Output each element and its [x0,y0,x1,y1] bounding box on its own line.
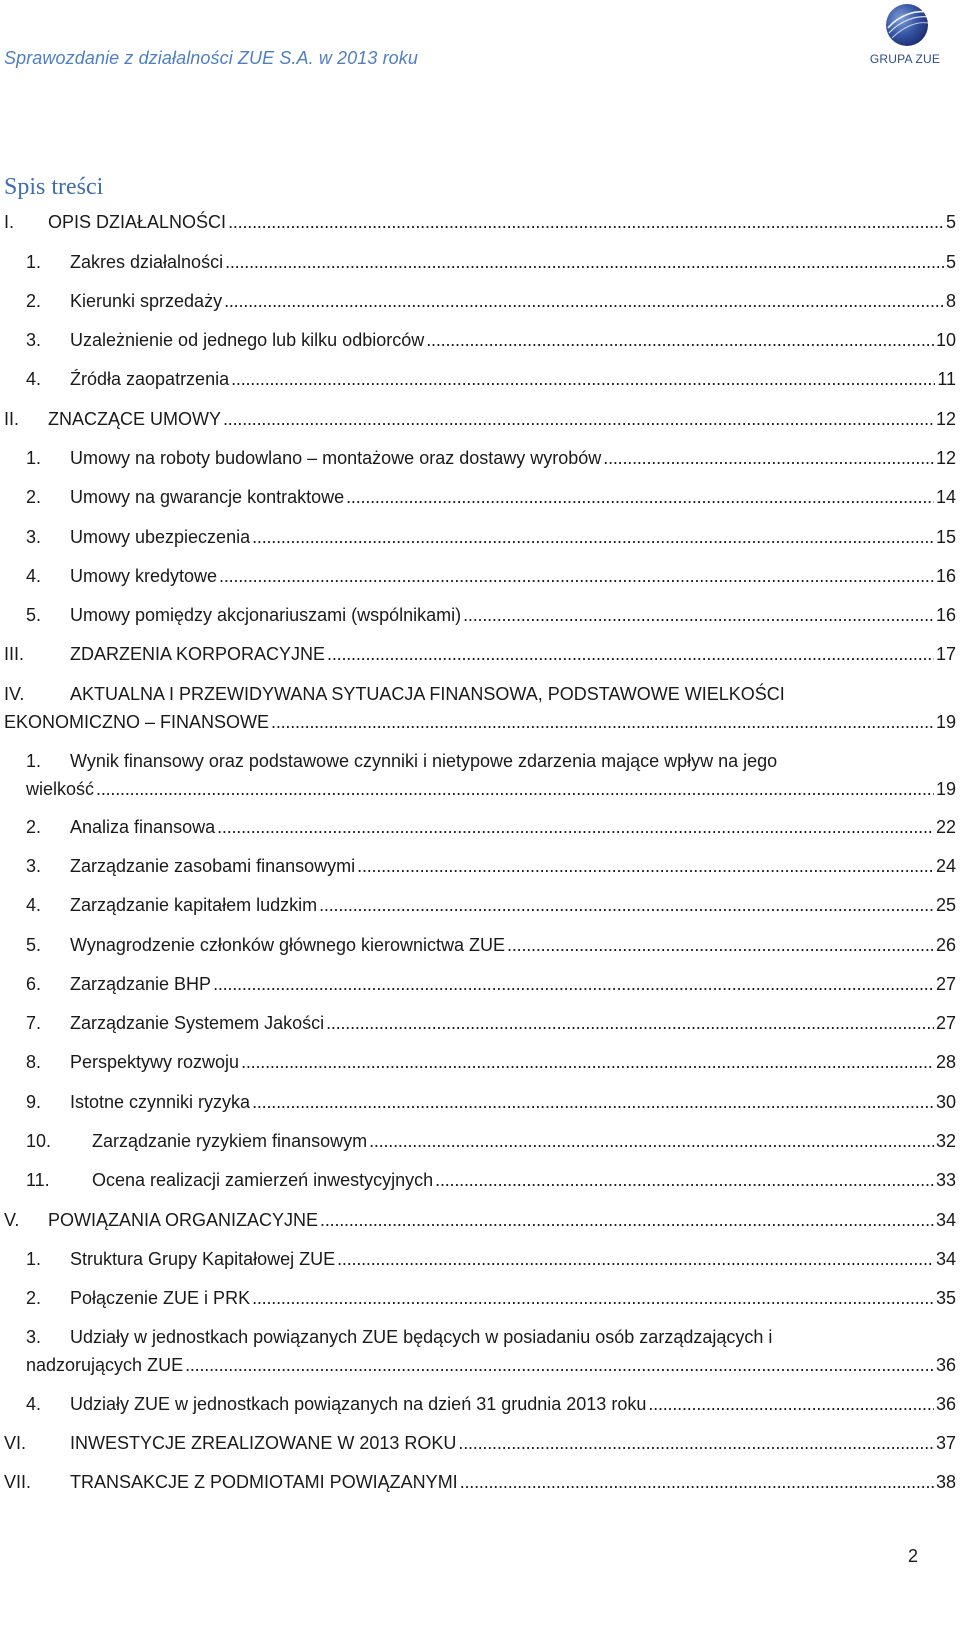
toc-entry-number: V. [4,1210,20,1230]
toc-entry-number: 3. [26,856,42,876]
toc-entry-number: II. [4,409,20,429]
toc-entry-page: 16 [935,566,956,586]
document-title: Sprawozdanie z działalności ZUE S.A. w 2013 roku [4,48,419,68]
dot-leader [223,405,934,433]
toc-heading: Spis treści [4,174,104,200]
toc-entry-label: OPIS DZIAŁALNOŚCI [48,212,227,232]
toc-entry-page: 12 [935,448,956,468]
toc-entry-page: 19 [935,712,956,732]
dot-leader [217,813,934,841]
toc-entry-page: 10 [935,330,956,350]
toc-entry-label: Udziały w jednostkach powiązanych ZUE będących w posiadaniu osób zarządzających i [70,1327,773,1347]
toc-entry-number: 2. [26,487,42,507]
dot-leader [252,523,934,551]
toc-entry-page: 27 [935,1013,956,1033]
toc-entry-page: 38 [935,1472,956,1492]
toc-entry-label: Analiza finansowa [70,817,216,837]
toc-entry-page: 14 [935,487,956,507]
toc-entry-number: 1. [26,751,42,771]
toc-entry-label: Wynagrodzenie członków głównego kierownictwa ZUE [70,935,506,955]
dot-leader [463,601,934,629]
dot-leader [458,1429,934,1457]
toc-entry-label: AKTUALNA I PRZEWIDYWANA SYTUACJA FINANSOWA, PODSTAWOWE WIELKOŚCI [70,684,785,704]
toc-entry-number: 3. [26,330,42,350]
toc-entry-number: 2. [26,817,42,837]
toc-entry-number: 4. [26,566,42,586]
toc-entry-page: 36 [935,1355,956,1375]
dot-leader [96,775,934,803]
toc-entry-number: 8. [26,1052,42,1072]
toc-entry-number: 3. [26,1327,42,1347]
toc-entry-number: VI. [4,1433,27,1453]
toc-entry-number: 11. [26,1170,50,1190]
dot-leader [326,1009,934,1037]
toc-entry-page: 22 [935,817,956,837]
toc-entry-label: Umowy ubezpieczenia [70,527,251,547]
dot-leader [320,1206,934,1234]
toc-entry-number: 5. [26,605,42,625]
toc-entry-label-continued: nadzorujących ZUE [26,1355,184,1375]
dot-leader [327,640,934,668]
toc-entry-page: 27 [935,974,956,994]
dot-leader [219,562,934,590]
toc-entry-label: Zarządzanie ryzykiem finansowym [92,1131,368,1151]
toc-entry-number: VII. [4,1472,32,1492]
toc-entry-page: 17 [935,644,956,664]
dot-leader [337,1245,934,1273]
dot-leader [507,931,934,959]
toc-entry-page: 12 [935,409,956,429]
toc-entry-number: 1. [26,1249,42,1269]
toc-entry-number: 6. [26,974,42,994]
toc-entry-page: 11 [937,369,956,389]
toc-entry-label: ZNACZĄCE UMOWY [48,409,221,429]
dot-leader [648,1390,934,1418]
logo-text: GRUPA ZUE [869,52,941,66]
dot-leader [369,1127,934,1155]
dot-leader [460,1468,934,1496]
toc-entry-label-continued: wielkość [26,779,95,799]
toc-entry-page: 15 [935,527,956,547]
toc-entry-number: 4. [26,1394,42,1414]
dot-leader [357,852,934,880]
toc-entry-label: Ocena realizacji zamierzeń inwestycyjnych [92,1170,434,1190]
dot-leader [231,365,935,393]
dot-leader [225,248,944,276]
dot-leader [435,1166,934,1194]
toc-entry-label: Umowy pomiędzy akcjonariuszami (wspólnikami) [70,605,462,625]
toc-entry-number: IV. [4,684,25,704]
toc-entry-page: 33 [935,1170,956,1190]
toc-entry-number: 3. [26,527,42,547]
toc-entry-page: 34 [935,1210,956,1230]
toc-entry-label: Udziały ZUE w jednostkach powiązanych na dzień 31 grudnia 2013 roku [70,1394,647,1414]
toc-entry-page: 35 [935,1288,956,1308]
toc-entry-page: 24 [935,856,956,876]
toc-entry-label: Zakres działalności [70,252,224,272]
dot-leader [224,287,944,315]
toc-entry-label: Zarządzanie zasobami finansowymi [70,856,356,876]
toc-entry-number: 1. [26,252,42,272]
page-number: 2 [908,1546,919,1566]
toc-entry-page: 30 [935,1092,956,1112]
toc-entry-number: 4. [26,895,42,915]
toc-entry-page: 32 [935,1131,956,1151]
toc-entry-page: 19 [935,779,956,799]
dot-leader [228,208,944,236]
toc-entry-label: Źródła zaopatrzenia [70,369,230,389]
toc-entry-label: POWIĄZANIA ORGANIZACYJNE [48,1210,319,1230]
toc-entry-page: 5 [945,212,956,232]
page-header [0,0,960,100]
toc-entry-label: Struktura Grupy Kapitałowej ZUE [70,1249,336,1269]
toc-entry-label: Umowy na gwarancje kontraktowe [70,487,345,507]
toc-entry-page: 25 [935,895,956,915]
toc-entry-label: Zarządzanie Systemem Jakości [70,1013,325,1033]
toc-entry-page: 8 [945,291,956,311]
toc-entry-number: 9. [26,1092,42,1112]
toc-entry-label: Istotne czynniki ryzyka [70,1092,251,1112]
toc-entry-page: 34 [935,1249,956,1269]
toc-entry-label: Zarządzanie kapitałem ludzkim [70,895,318,915]
toc-entry-number: III. [4,644,25,664]
toc-entry-label-continued: EKONOMICZNO – FINANSOWE [4,712,270,732]
toc-entry-page: 5 [945,252,956,272]
toc-entry-number: 1. [26,448,42,468]
dot-leader [213,970,934,998]
dot-leader [241,1048,934,1076]
toc-entry-label: Uzależnienie od jednego lub kilku odbiorców [70,330,425,350]
dot-leader [346,483,934,511]
toc-entry-label: Umowy na roboty budowlano – montażowe oraz dostawy wyrobów [70,448,602,468]
toc-entry-number: 4. [26,369,42,389]
toc-entry-label: TRANSAKCJE Z PODMIOTAMI POWIĄZANYMI [70,1472,458,1492]
toc-entry-number: 5. [26,935,42,955]
toc-entry-number: 7. [26,1013,42,1033]
toc-entry-label: Umowy kredytowe [70,566,218,586]
dot-leader [185,1351,934,1379]
toc-entry-number: 10. [26,1131,52,1151]
toc-entry-label: Wynik finansowy oraz podstawowe czynniki i nietypowe zdarzenia mające wpływ na jego [70,751,778,771]
toc-entry-page: 16 [935,605,956,625]
toc-entry-label: Kierunki sprzedaży [70,291,223,311]
dot-leader [426,326,934,354]
dot-leader [319,891,934,919]
toc-entry-number: 2. [26,291,42,311]
dot-leader [603,444,934,472]
toc-entry-number: 2. [26,1288,42,1308]
toc-entry-label: Połączenie ZUE i PRK [70,1288,251,1308]
toc-entry-page: 37 [935,1433,956,1453]
globe-logo-icon [884,2,930,48]
toc-entry-page: 26 [935,935,956,955]
toc-entry-label: ZDARZENIA KORPORACYJNE [70,644,326,664]
toc-entry-page: 28 [935,1052,956,1072]
dot-leader [271,708,934,736]
toc-entry-number: I. [4,212,15,232]
company-logo [860,2,950,70]
toc-entry-label: Zarządzanie BHP [70,974,212,994]
toc-entry-label: INWESTYCJE ZREALIZOWANE W 2013 ROKU [70,1433,457,1453]
toc-entry-page: 36 [935,1394,956,1414]
dot-leader [252,1284,934,1312]
dot-leader [252,1088,934,1116]
toc-entry-label: Perspektywy rozwoju [70,1052,240,1072]
